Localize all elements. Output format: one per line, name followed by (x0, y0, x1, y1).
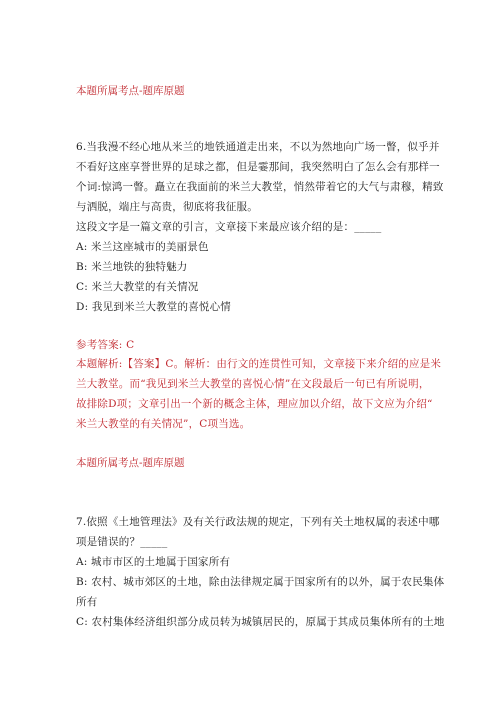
question-6-option-b: B: 米兰地铁的独特魅力 (76, 261, 188, 273)
question-7-option-c: C: 农村集体经济组织部分成员转为城镇居民的，原属于其成员集体所有的土地 (76, 616, 445, 628)
question-6-line-1: 6.当我漫不经心地从米兰的地铁通道走出来，不以为然地向广场一瞥，似乎并 (76, 141, 440, 153)
question-6-line-2: 不看好这座享誉世界的足球之都，但是霎那间，我突然明白了怎么会有那样一 (76, 161, 440, 173)
question-6-answer: 参考答案: C (76, 339, 135, 351)
question-6-option-d: D: 我见到米兰大教堂的喜悦心情 (76, 301, 231, 313)
question-6-line-4: 与洒脱，端庄与高贵，彻底将我征服。 (76, 201, 258, 213)
question-7-option-a: A: 城市市区的土地属于国家所有 (76, 556, 231, 568)
question-6-option-a: A: 米兰这座城市的美丽景色 (76, 241, 209, 253)
question-6-line-3: 个词:惊鸿一瞥。矗立在我面前的米兰大教堂，悄然带着它的大气与肃穆，精致 (76, 181, 444, 193)
section-link-1: 本题所属考点-题库原题 (76, 85, 185, 97)
section-link-2: 本题所属考点-题库原题 (76, 457, 185, 469)
question-7-option-b-cont: 所有 (76, 596, 98, 608)
question-6-option-c: C: 米兰大教堂的有关情况 (76, 281, 199, 293)
question-6-analysis-line-3: 故排除D项；文章引出一个新的概念主体，理应加以介绍，故下文应为介绍“ (76, 398, 433, 410)
question-7-option-b: B: 农村、城市郊区的土地，除由法律规定属于国家所有的以外，属于农民集体 (76, 576, 445, 588)
question-6-analysis-line-2: 兰大教堂。而“我见到米兰大教堂的喜悦心情”在文段最后一句已有所说明， (76, 378, 430, 390)
question-7-line-2: 项是错误的？_____ (76, 536, 168, 548)
question-6-analysis-line-4: 米兰大教堂的有关情况”，C项当选。 (76, 418, 251, 430)
question-6-analysis-line-1: 本题解析:【答案】C。解析：由行文的连贯性可知，文章接下来介绍的应是米 (76, 358, 442, 370)
question-6-line-5: 这段文字是一篇文章的引言，文章接下来最应该介绍的是：_____ (76, 221, 382, 233)
question-7-line-1: 7.依照《土地管理法》及有关行政法规的规定，下列有关土地权属的表述中哪 (76, 516, 440, 528)
